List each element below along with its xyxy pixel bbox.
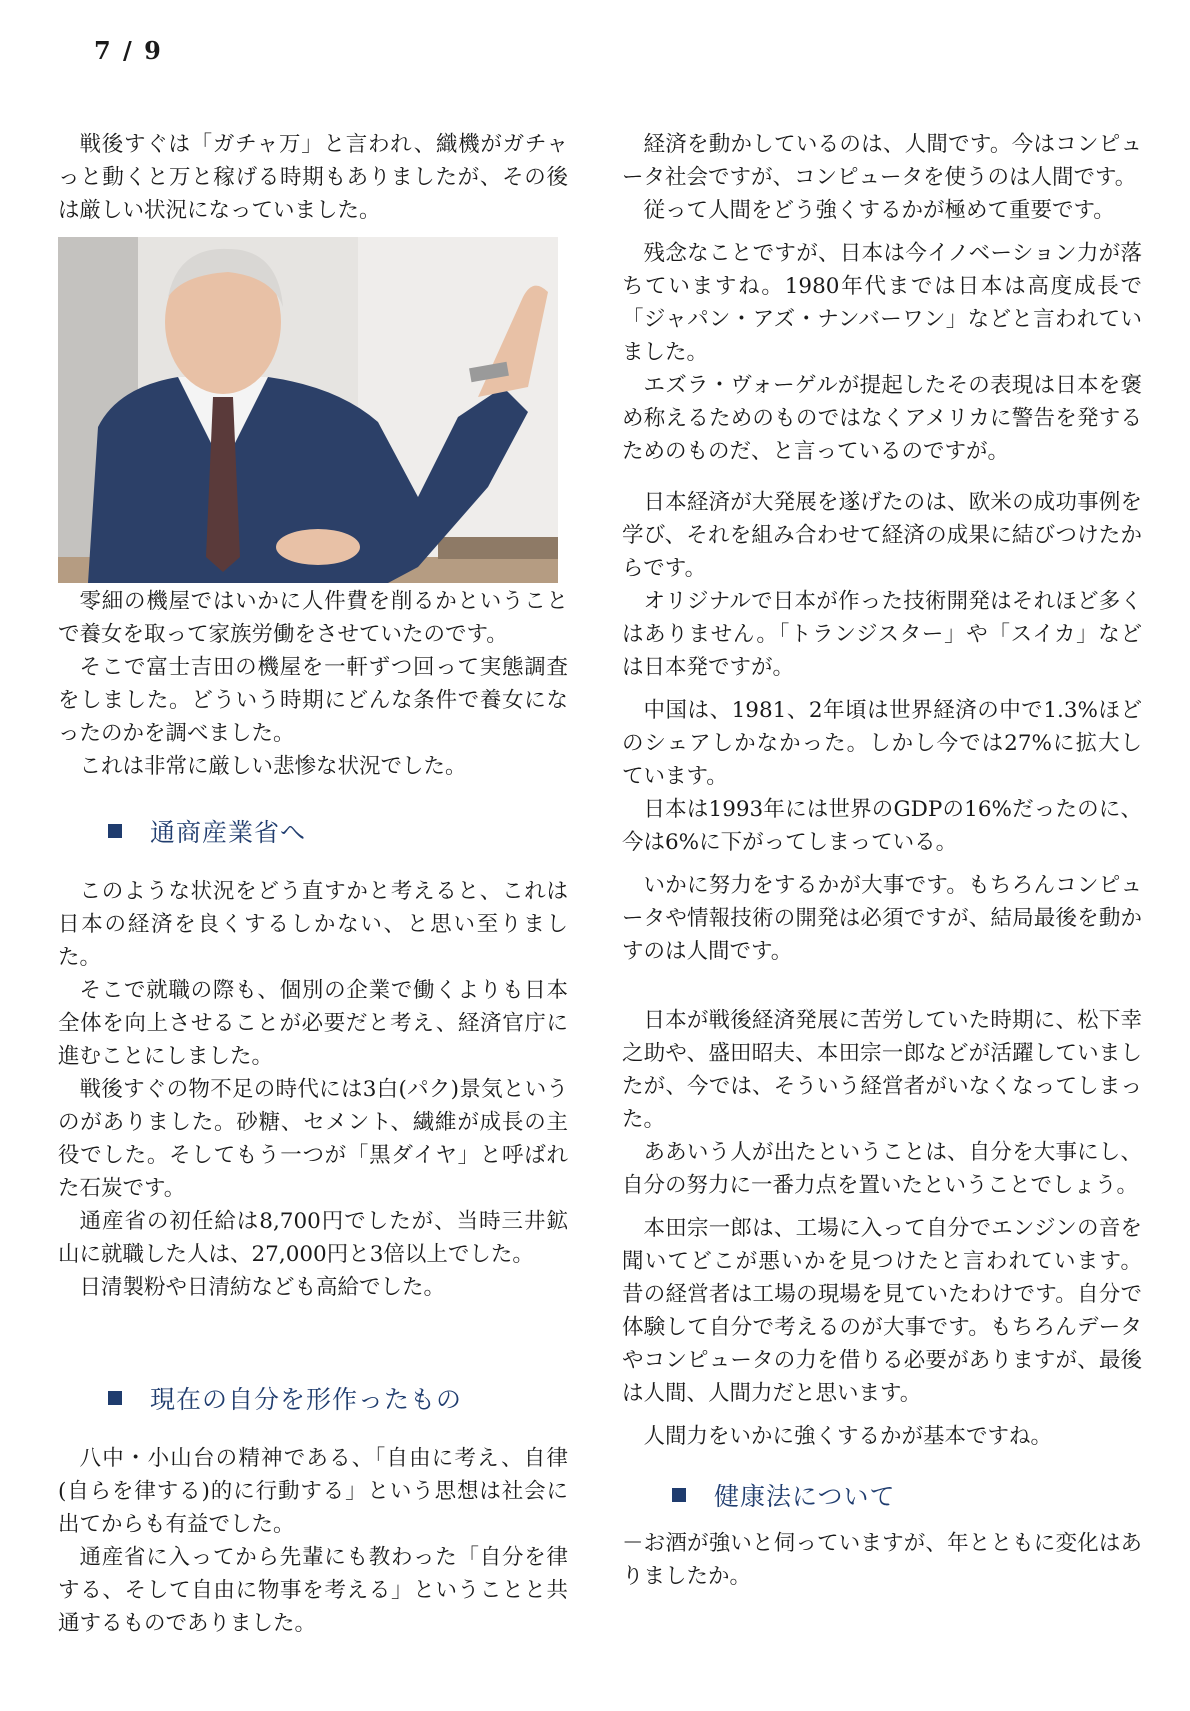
paragraph: 通産省の初任給は8,700円でしたが、当時三井鉱山に就職した人は、27,000円と3倍以上でした。 xyxy=(58,1209,568,1267)
section-title: 通商産業省へ xyxy=(150,818,307,847)
paragraph: このような状況をどう直すかと考えると、これは日本の経済を良くするしかない、と思い至りました。 xyxy=(58,879,568,970)
paragraph: 日本は1993年には世界のGDPの16%だったのに、今は6%に下がってしまっている。 xyxy=(622,797,1142,855)
paragraph: 戦後すぐの物不足の時代には3白(パク)景気というのがありました。砂糖、セメント、繊維が成長の主役でした。そしてもう一つが「黒ダイヤ」と呼ばれた石炭です。 xyxy=(58,1077,568,1201)
paragraph: 零細の機屋ではいかに人件費を削るかということで養女を取って家族労働をさせていたのです。 xyxy=(58,589,568,647)
paragraph: 戦後すぐは「ガチャ万」と言われ、織機がガチャっと動くと万と稼げる時期もありましたが、その後は厳しい状況になっていました。 xyxy=(58,132,568,223)
paragraph: そこで就職の際も、個別の企業で働くよりも日本全体を向上させることが必要だと考え、経済官庁に進むことにしました。 xyxy=(58,978,568,1069)
interview-photo xyxy=(58,237,558,583)
paragraph: 従って人間をどう強くするかが極めて重要です。 xyxy=(643,198,1115,223)
section-title: 健康法について xyxy=(714,1482,896,1511)
paragraph: 残念なことですが、日本は今イノベーション力が落ちていますね。1980年代までは日本は高度成長で「ジャパン・アズ・ナンバーワン」などと言われていました。 xyxy=(622,241,1142,365)
paragraph: そこで富士吉田の機屋を一軒ずつ回って実態調査をしました。どういう時期にどんな条件で養女になったのかを調べました。 xyxy=(58,655,568,746)
paragraph: オリジナルで日本が作った技術開発はそれほど多くはありません。「トランジスター」や「スイカ」などは日本発ですが。 xyxy=(622,589,1142,680)
portrait-illustration xyxy=(58,237,558,583)
section-heading xyxy=(58,813,568,849)
paragraph: エズラ・ヴォーゲルが提起したその表現は日本を褒め称えるためのものではなくアメリカに警告を発するためのものだ、と言っているのですが。 xyxy=(622,373,1142,464)
paragraph: 日清製粉や日清紡なども高給でした。 xyxy=(79,1275,446,1300)
section-title: 現在の自分を形作ったもの xyxy=(150,1385,463,1414)
paragraph: 日本が戦後経済発展に苦労していた時期に、松下幸之助や、盛田昭夫、本田宗一郎などが活躍していましたが、今では、そういう経営者がいなくなってしまった。 xyxy=(622,1008,1142,1132)
paragraph: 経済を動かしているのは、人間です。今はコンピュータ社会ですが、コンピュータを使うのは人間です。 xyxy=(622,132,1142,190)
paragraph: 日本経済が大発展を遂げたのは、欧米の成功事例を学び、それを組み合わせて経済の成果に結びつけたからです。 xyxy=(622,490,1142,581)
paragraph: 八中・小山台の精神である、「自由に考え、自律(自らを律する)的に行動する」という思想は社会に出てからも有益でした。 xyxy=(58,1446,568,1537)
section-heading xyxy=(58,1380,568,1416)
paragraph: 通産省に入ってから先輩にも教わった「自分を律する、そして自由に物事を考える」ということと共通するものでありました。 xyxy=(58,1545,568,1636)
paragraph: 中国は、1981、2年頃は世界経済の中で1.3%ほどのシェアしかなかった。しかし今では27%に拡大しています。 xyxy=(622,698,1142,789)
paragraph: いかに努力をするかが大事です。もちろんコンピュータや情報技術の開発は必須ですが、結局最後を動かすのは人間です。 xyxy=(622,873,1142,964)
right-column xyxy=(622,128,1142,1593)
left-column xyxy=(58,128,568,1640)
paragraph: 人間力をいかに強くするかが基本ですね。 xyxy=(643,1424,1053,1449)
section-heading xyxy=(622,1477,1142,1513)
page-number: 7 / 9 xyxy=(94,36,163,65)
square-bullet-icon xyxy=(108,824,122,838)
paragraph: これは非常に厳しい悲惨な状況でした。 xyxy=(79,754,467,779)
paragraph: ああいう人が出たということは、自分を大事にし、自分の努力に一番力点を置いたということでしょう。 xyxy=(622,1140,1142,1198)
paragraph: 本田宗一郎は、工場に入って自分でエンジンの音を聞いてどこが悪いかを見つけたと言われています。 昔の経営者は工場の現場を見ていたわけです。自分で体験して自分で考えるのが大事です。もちろんデータやコンピュータの力を借りる必要がありますが、最後は人間、人間力だと思います。 xyxy=(622,1216,1142,1406)
square-bullet-icon xyxy=(108,1391,122,1405)
interview-question: －お酒が強いと伺っていますが、年とともに変化はありましたか。 xyxy=(622,1531,1142,1589)
square-bullet-icon xyxy=(672,1488,686,1502)
